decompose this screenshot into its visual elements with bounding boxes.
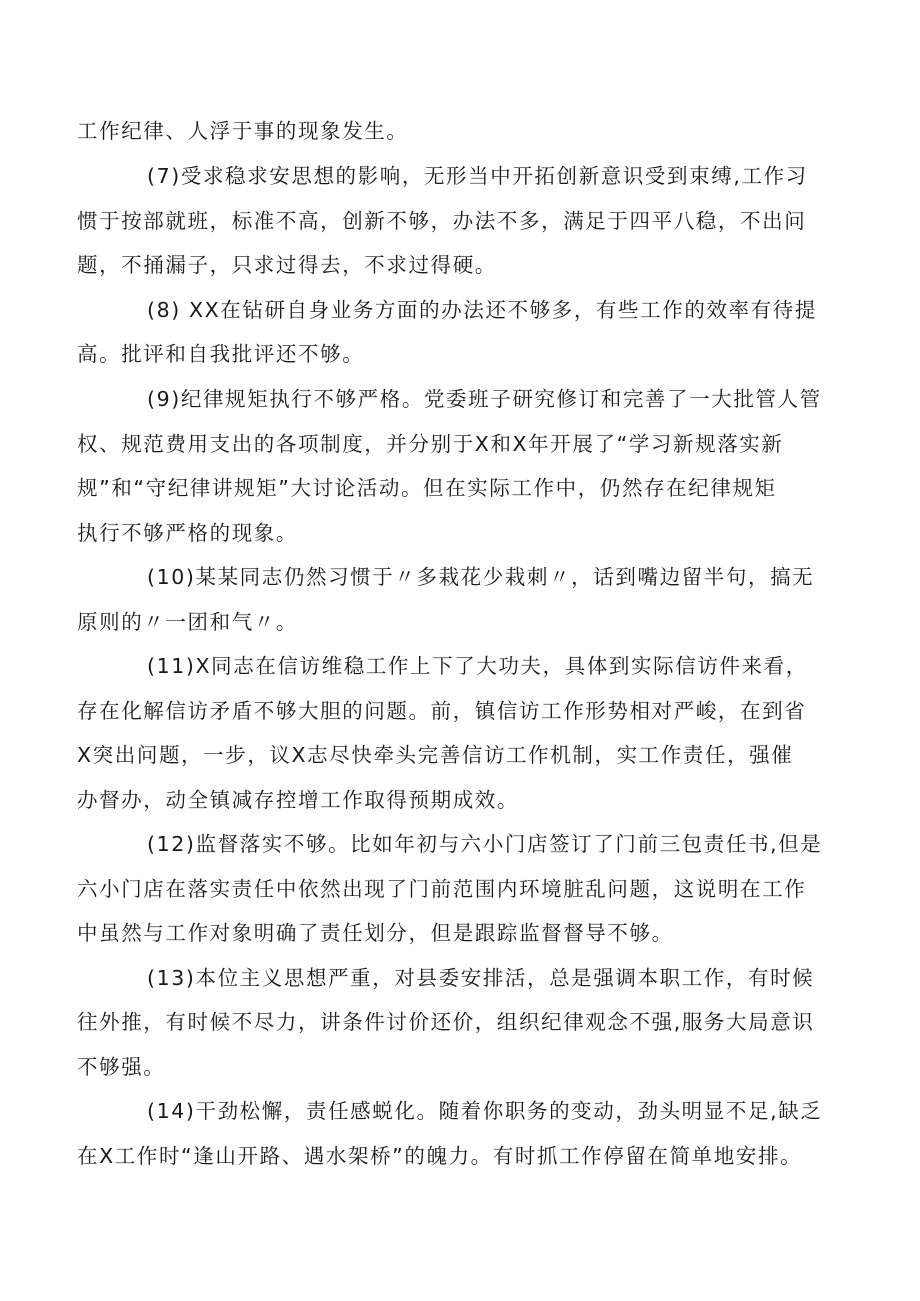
text-line: 原则的〃一团和气〃。	[77, 610, 298, 634]
text-line: 六小门店在落实责任中依然出现了门前范围内环境脏乱问题，这说明在工作	[77, 877, 807, 901]
paragraph-12-line-1: (12)监督落实不够。比如年初与六小门店签订了门前三包责任书,但是	[147, 832, 823, 856]
paragraph-10-line-1: (10)某某同志仍然习惯于〃多栽花少栽刺〃，话到嘴边留半句，搞无	[147, 565, 815, 589]
text-line: 不够强。	[77, 1055, 166, 1079]
paragraph-13-line-1: (13)本位主义思想严重，对县委安排活，总是强调本职工作，有时候	[147, 966, 815, 990]
text-line: 中虽然与工作对象明确了责任划分，但是跟踪监督督导不够。	[77, 921, 674, 945]
text-line: 高。批评和自我批评还不够。	[77, 342, 365, 366]
paragraph-14-line-1: (14)干劲松懈，责任感蜕化。随着你职务的变动，劲头明显不足,缺乏	[147, 1099, 823, 1123]
text-line: 惯于按部就班，标准不高，创新不够，办法不多，满足于四平八稳，不出问	[77, 209, 807, 233]
text-line: X突出问题，一步，议X志尽快牵头完善信访工作机制，实工作责任，强催	[77, 743, 794, 767]
text-line: 工作纪律、人浮于事的现象发生。	[77, 119, 409, 143]
paragraph-8-line-1: (8) XX在钻研自身业务方面的办法还不够多，有些工作的效率有待提	[147, 298, 817, 322]
text-line: 在X工作时“逢山开路、遇水架桥”的魄力。有时抓工作停留在简单地安排。	[77, 1144, 803, 1168]
text-line: 执行不够严格的现象。	[77, 521, 298, 545]
paragraph-11-line-1: (11)X同志在信访维稳工作上下了大功夫，具体到实际信访件来看，	[147, 654, 808, 678]
text-line: 规”和“守纪律讲规矩”大讨论活动。但在实际工作中，仍然存在纪律规矩	[77, 476, 777, 500]
paragraph-9-line-1: (9)纪律规矩执行不够严格。党委班子研究修订和完善了一大批管人管	[147, 387, 822, 411]
paragraph-7-line-1: (7)受求稳求安思想的影响，无形当中开拓创新意识受到束缚,工作习	[147, 164, 808, 188]
text-line: 办督办，动全镇减存控增工作取得预期成效。	[77, 788, 519, 812]
text-line: 权、规范费用支出的各项制度，并分别于X和X年开展了“学习新规落实新	[77, 432, 784, 456]
text-line: 题，不捅漏子，只求过得去，不求过得硬。	[77, 253, 497, 277]
text-line: 存在化解信访矛盾不够大胆的问题。前，镇信访工作形势相对严峻，在到省	[77, 699, 807, 723]
text-line: 往外推，有时候不尽力，讲条件讨价还价，组织纪律观念不强,服务大局意识	[77, 1010, 815, 1034]
